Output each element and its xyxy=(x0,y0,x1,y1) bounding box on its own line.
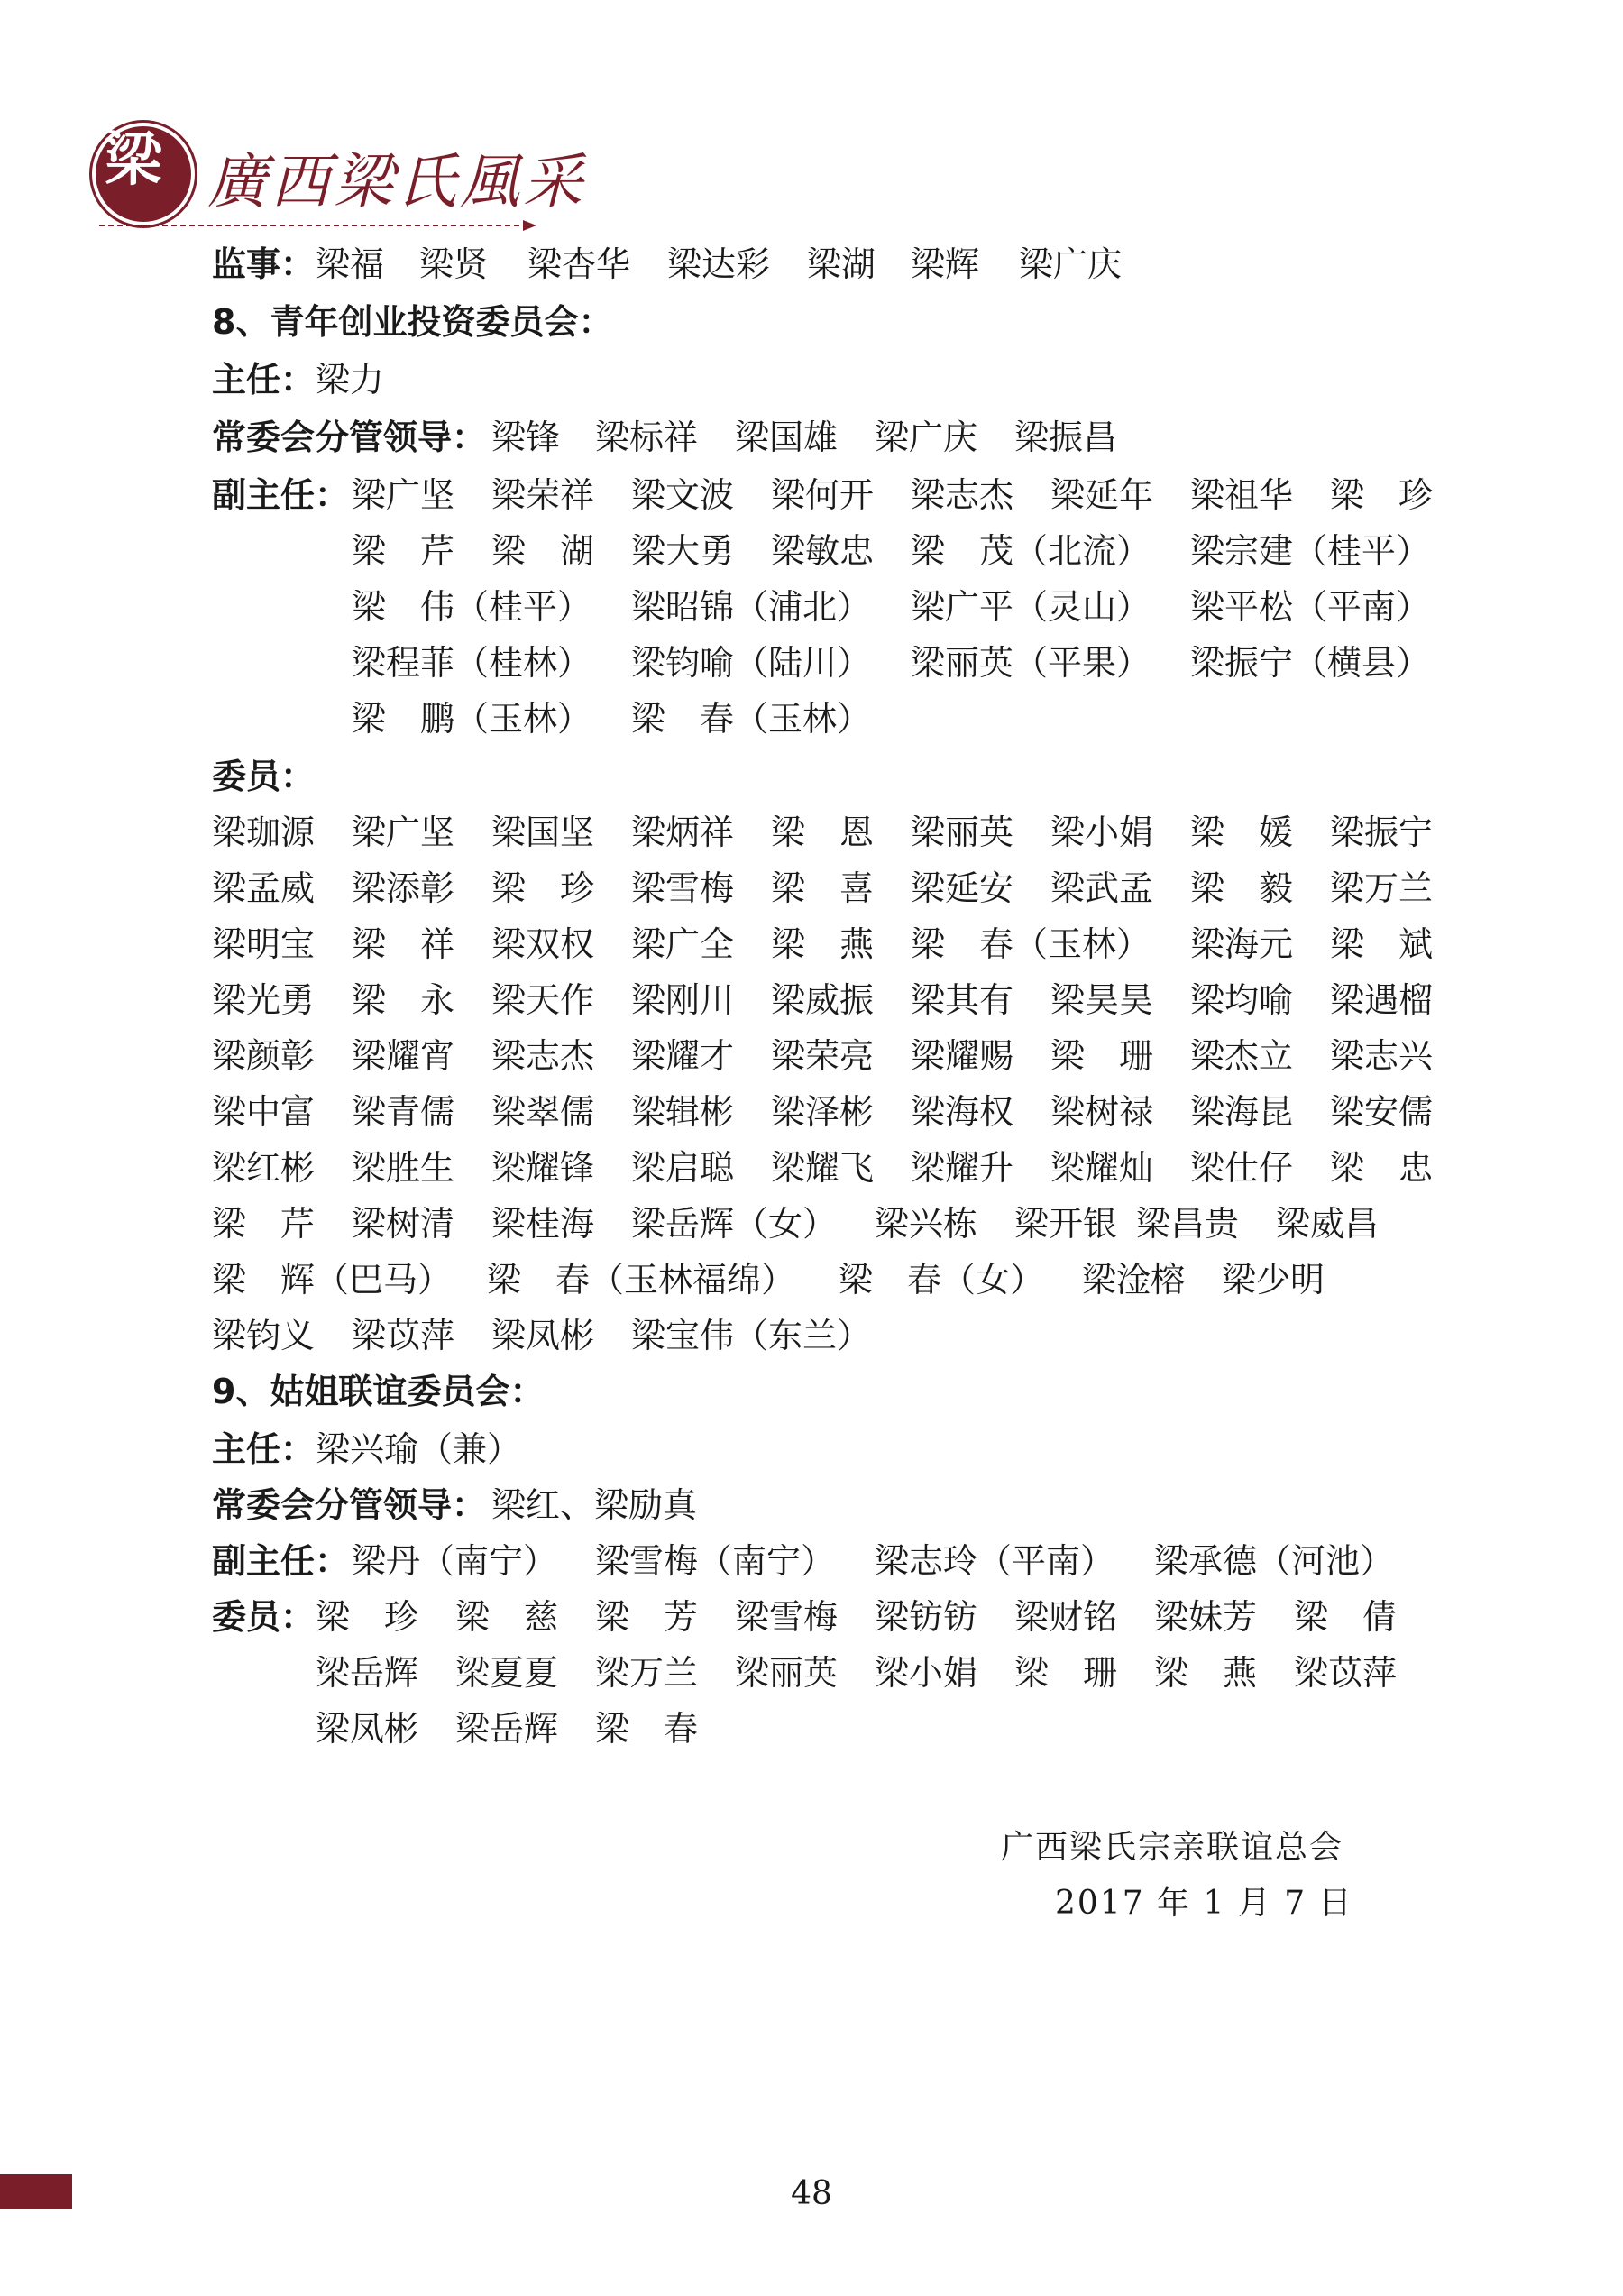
person-name: 梁雪梅 xyxy=(735,1597,839,1637)
person-name: 梁苡萍 xyxy=(1294,1653,1398,1693)
person-name: 梁 斌 xyxy=(1330,924,1434,964)
person-name: 梁苡萍 xyxy=(352,1316,455,1355)
person-name: 梁 毅 xyxy=(1190,868,1294,908)
person-name: 梁文波 xyxy=(631,475,735,515)
person-name: 梁海权 xyxy=(911,1092,1014,1132)
person-name: 梁广坚 xyxy=(352,475,455,515)
header-arrow-icon xyxy=(90,216,536,234)
person-name: 梁 春（玉林） xyxy=(631,699,872,739)
section-label: 副主任： xyxy=(212,475,350,515)
person-name: 梁承德（河池） xyxy=(1154,1541,1395,1581)
person-name: 梁 芹 xyxy=(352,531,455,571)
person-name: 梁财铭 xyxy=(1014,1597,1118,1637)
person-name: 梁宗建（桂平） xyxy=(1190,531,1431,571)
person-name: 梁 珊 xyxy=(1014,1653,1118,1693)
section-label: 主任： xyxy=(212,1429,316,1469)
person-name: 梁祖华 xyxy=(1190,475,1294,515)
person-name: 梁万兰 xyxy=(1330,868,1434,908)
section-label: 委员： xyxy=(212,757,316,796)
person-name: 梁树清 xyxy=(352,1204,455,1244)
person-name: 梁天作 xyxy=(491,980,595,1020)
person-name: 梁岳辉（女） xyxy=(631,1204,838,1244)
person-name: 梁凤彬 xyxy=(491,1316,595,1355)
person-name: 梁大勇 xyxy=(631,531,735,571)
person-name: 梁昌贵 xyxy=(1136,1204,1240,1244)
person-name: 梁仕仔 xyxy=(1190,1148,1294,1188)
person-name: 梁小娟 xyxy=(875,1653,978,1693)
person-name: 梁志玲（平南） xyxy=(875,1541,1115,1581)
person-name: 梁胜生 xyxy=(352,1148,455,1188)
person-name: 梁 春（女） xyxy=(839,1260,1045,1300)
person-name: 梁 春 xyxy=(595,1709,699,1749)
person-name: 梁宝伟（东兰） xyxy=(631,1316,872,1355)
person-name: 梁耀才 xyxy=(631,1036,735,1076)
person-name: 梁珈源 xyxy=(212,813,316,852)
brand-title: 廣西梁氏風采 xyxy=(207,147,586,216)
person-name: 梁光勇 xyxy=(212,980,316,1020)
person-name: 梁安儒 xyxy=(1330,1092,1434,1132)
person-name: 梁志兴 xyxy=(1330,1036,1434,1076)
person-name: 梁双权 xyxy=(491,924,595,964)
person-name: 梁耀飞 xyxy=(771,1148,875,1188)
person-name: 梁振宁（横县） xyxy=(1190,643,1431,683)
person-name: 梁耀灿 xyxy=(1050,1148,1154,1188)
person-name: 梁 恩 xyxy=(771,813,875,852)
person-name: 梁丹（南宁） xyxy=(352,1541,558,1581)
person-name: 梁 芳 xyxy=(595,1597,699,1637)
person-name: 梁翠儒 xyxy=(491,1092,595,1132)
person-name: 梁 芹 xyxy=(212,1204,316,1244)
person-name: 梁 燕 xyxy=(1154,1653,1258,1693)
person-name: 梁明宝 xyxy=(212,924,316,964)
person-name: 梁辑彬 xyxy=(631,1092,735,1132)
section-label: 常委会分管领导： xyxy=(212,418,487,457)
person-name: 梁达彩 xyxy=(667,244,771,284)
section-label: 常委会分管领导： xyxy=(212,1485,487,1525)
person-name: 梁广平（灵山） xyxy=(911,587,1151,627)
person-name: 梁国雄 xyxy=(735,418,839,457)
person-name: 梁开银 xyxy=(1014,1204,1118,1244)
person-name: 梁何开 xyxy=(771,475,875,515)
person-name: 梁雪梅（南宁） xyxy=(595,1541,836,1581)
person-name: 梁丽英 xyxy=(735,1653,839,1693)
person-name: 梁锋 xyxy=(491,418,561,457)
person-name: 梁均喻 xyxy=(1190,980,1294,1020)
person-name: 梁 茂（北流） xyxy=(911,531,1151,571)
section-label: 监事： xyxy=(212,244,316,284)
person-name: 梁岳辉 xyxy=(316,1653,419,1693)
person-name: 梁岳辉 xyxy=(455,1709,559,1749)
person-name: 梁 湖 xyxy=(491,531,595,571)
section-label: 8、青年创业投资委员会： xyxy=(212,302,613,342)
person-name: 梁万兰 xyxy=(595,1653,699,1693)
person-name: 梁泽彬 xyxy=(771,1092,875,1132)
person-name: 梁 祥 xyxy=(352,924,455,964)
person-name: 梁广庆 xyxy=(875,418,978,457)
person-name: 梁耀升 xyxy=(911,1148,1014,1188)
person-name: 梁 慈 xyxy=(455,1597,559,1637)
person-name: 梁少明 xyxy=(1222,1260,1325,1300)
section-label: 9、姑姐联谊委员会： xyxy=(212,1372,545,1411)
person-name: 梁振宁 xyxy=(1330,813,1434,852)
person-name: 梁武孟 xyxy=(1050,868,1154,908)
person-name: 梁凤彬 xyxy=(316,1709,419,1749)
person-name: 梁红彬 xyxy=(212,1148,316,1188)
person-name: 梁荣亮 xyxy=(771,1036,875,1076)
person-name: 梁钧义 xyxy=(212,1316,316,1355)
person-name: 梁延年 xyxy=(1050,475,1154,515)
seal-character: 梁 xyxy=(105,126,162,194)
person-name: 梁福 xyxy=(316,244,385,284)
person-name: 梁广坚 xyxy=(352,813,455,852)
page-number: 48 xyxy=(791,2175,832,2212)
person-name: 梁 倩 xyxy=(1294,1597,1398,1637)
person-name: 梁兴瑜（兼） xyxy=(316,1429,522,1469)
person-name: 梁钫钫 xyxy=(875,1597,978,1637)
person-name: 梁 珊 xyxy=(1050,1036,1154,1076)
person-name: 梁振昌 xyxy=(1014,418,1118,457)
person-name: 梁妹芳 xyxy=(1154,1597,1258,1637)
person-name: 梁耀宵 xyxy=(352,1036,455,1076)
person-name: 梁耀赐 xyxy=(911,1036,1014,1076)
person-name: 梁 燕 xyxy=(771,924,875,964)
person-name: 梁志杰 xyxy=(491,1036,595,1076)
page-header xyxy=(90,117,586,234)
person-name: 梁威振 xyxy=(771,980,875,1020)
person-name: 梁孟威 xyxy=(212,868,316,908)
person-name: 梁湖 xyxy=(807,244,876,284)
person-name: 梁辉 xyxy=(911,244,980,284)
person-name: 梁昭锦（浦北） xyxy=(631,587,872,627)
section-label: 副主任： xyxy=(212,1541,350,1581)
person-name: 梁 珍 xyxy=(491,868,595,908)
person-name: 梁国坚 xyxy=(491,813,595,852)
person-name: 梁遇榴 xyxy=(1330,980,1434,1020)
person-name: 梁雪梅 xyxy=(631,868,735,908)
person-name: 梁青儒 xyxy=(352,1092,455,1132)
person-name: 梁志杰 xyxy=(911,475,1014,515)
person-name: 梁钧喻（陆川） xyxy=(631,643,872,683)
person-name: 梁平松（平南） xyxy=(1190,587,1431,627)
person-name: 梁刚川 xyxy=(631,980,735,1020)
person-name: 梁昊昊 xyxy=(1050,980,1154,1020)
signature-org: 广西梁氏宗亲联谊总会 xyxy=(1001,1829,1344,1866)
person-name: 梁丽英（平果） xyxy=(911,643,1151,683)
person-name: 梁淦榕 xyxy=(1082,1260,1186,1300)
person-name: 梁威昌 xyxy=(1276,1204,1380,1244)
signature-date: 2017 年 1 月 7 日 xyxy=(1055,1885,1353,1922)
person-name: 梁 伟（桂平） xyxy=(352,587,592,627)
person-name: 梁 珍 xyxy=(1330,475,1434,515)
person-name: 梁海昆 xyxy=(1190,1092,1294,1132)
person-name: 梁夏夏 xyxy=(455,1653,559,1693)
person-name: 梁 珍 xyxy=(316,1597,419,1637)
person-name: 梁丽英 xyxy=(911,813,1014,852)
person-name: 梁杰立 xyxy=(1190,1036,1294,1076)
person-name: 梁海元 xyxy=(1190,924,1294,964)
person-name: 梁 春（玉林福绵） xyxy=(487,1260,796,1300)
person-name: 梁 春（玉林） xyxy=(911,924,1151,964)
person-name: 梁广全 xyxy=(631,924,735,964)
person-name: 梁 永 xyxy=(352,980,455,1020)
person-name: 梁桂海 xyxy=(491,1204,595,1244)
person-name: 梁 喜 xyxy=(771,868,875,908)
person-name: 梁敏忠 xyxy=(771,531,875,571)
person-name: 梁程菲（桂林） xyxy=(352,643,592,683)
person-name: 梁 媛 xyxy=(1190,813,1294,852)
person-name: 梁启聪 xyxy=(631,1148,735,1188)
person-name: 梁 鹏（玉林） xyxy=(352,699,592,739)
person-name: 梁耀锋 xyxy=(491,1148,595,1188)
person-name: 梁 辉（巴马） xyxy=(212,1260,453,1300)
person-name: 梁贤 xyxy=(419,244,489,284)
person-name: 梁添彰 xyxy=(352,868,455,908)
person-name: 梁中富 xyxy=(212,1092,316,1132)
person-name: 梁荣祥 xyxy=(491,475,595,515)
person-name: 梁颜彰 xyxy=(212,1036,316,1076)
person-name: 梁兴栋 xyxy=(875,1204,978,1244)
person-name: 梁 忠 xyxy=(1330,1148,1434,1188)
person-name: 梁广庆 xyxy=(1019,244,1123,284)
person-name: 梁力 xyxy=(316,360,385,400)
person-name: 梁其有 xyxy=(911,980,1014,1020)
section-label: 主任： xyxy=(212,360,316,400)
person-name: 梁杏华 xyxy=(527,244,631,284)
person-name: 梁小娟 xyxy=(1050,813,1154,852)
person-name: 梁炳祥 xyxy=(631,813,735,852)
person-name: 梁标祥 xyxy=(595,418,699,457)
person-name: 梁红、梁励真 xyxy=(491,1485,698,1525)
person-name: 梁树禄 xyxy=(1050,1092,1154,1132)
section-label: 委员： xyxy=(212,1597,316,1637)
person-name: 梁延安 xyxy=(911,868,1014,908)
